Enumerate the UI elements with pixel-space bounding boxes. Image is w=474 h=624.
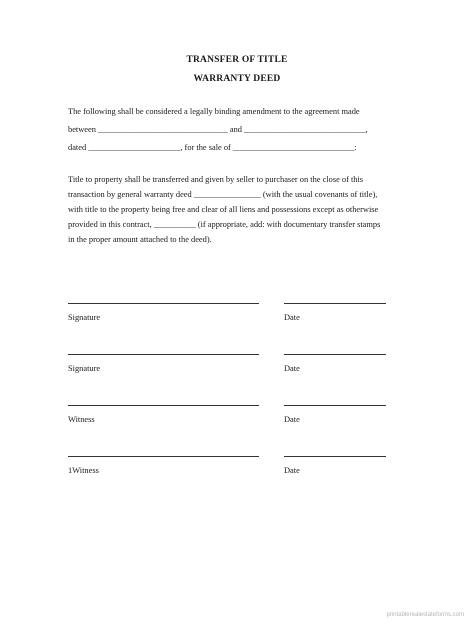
witness-line xyxy=(68,456,259,457)
paragraph-line: provided in this contract, __________ (if appropriate, add: with documentary transfer stamps xyxy=(68,220,381,229)
signature-line xyxy=(68,303,259,304)
paragraph-line: with title to the property being free and clear of all liens and possessions except as otherwise xyxy=(68,205,379,214)
amendment-paragraph xyxy=(68,104,368,155)
date-label: Date xyxy=(284,466,300,475)
paragraph-line: transaction by general warranty deed ________________ (with the usual covenants of title), xyxy=(68,190,378,199)
date-line xyxy=(284,456,386,457)
date-label: Date xyxy=(284,415,300,424)
signature-label: Signature xyxy=(68,364,101,373)
witness-line xyxy=(68,405,259,406)
witness-label: 1Witness xyxy=(68,466,99,475)
title-transfer-paragraph xyxy=(68,172,380,247)
document-subtitle: WARRANTY DEED xyxy=(193,74,281,84)
date-line xyxy=(284,405,386,406)
witness-label: Witness xyxy=(68,415,95,424)
amendment-line: The following shall be considered a legally binding amendment to the agreement made xyxy=(68,107,360,116)
signature-line xyxy=(68,354,259,355)
date-line xyxy=(284,303,386,304)
paragraph-line: Title to property shall be transferred and given by seller to purchaser on the close of this xyxy=(68,175,364,184)
signature-label: Signature xyxy=(68,313,101,322)
watermark-url[interactable]: printablerealestateforms.com xyxy=(386,612,464,618)
paragraph-line: in the proper amount attached to the deed). xyxy=(68,235,212,244)
amendment-line: dated ______________________, for the sale of _____________________________: xyxy=(68,143,357,152)
date-label: Date xyxy=(284,364,300,373)
date-line xyxy=(284,354,386,355)
amendment-line: between _______________________________ and _____________________________, xyxy=(68,125,368,134)
date-label: Date xyxy=(284,313,300,322)
document-title: TRANSFER OF TITLE xyxy=(186,55,288,65)
